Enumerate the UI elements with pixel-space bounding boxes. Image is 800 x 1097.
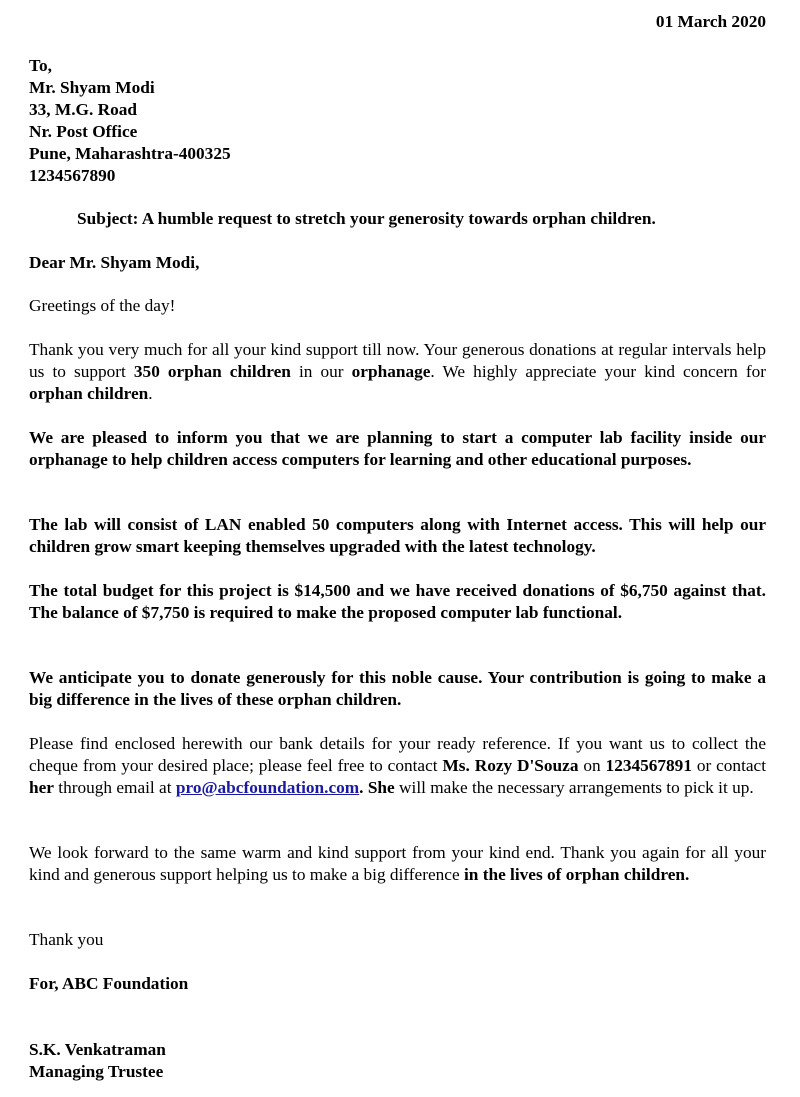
emphasis: orphanage [351, 362, 431, 381]
recipient-phone: 1234567890 [29, 166, 116, 185]
text: will make the necessary arrangements to pick it up. [394, 778, 754, 797]
recipient-landmark: Nr. Post Office [29, 122, 138, 141]
text: . We highly appreciate your kind concern for [430, 362, 766, 381]
emphasis: . She [359, 778, 395, 797]
text: or contact [691, 756, 767, 775]
greeting-paragraph: Greetings of the day! [29, 296, 176, 315]
letter-subject: Subject: A humble request to stretch your generosity towards orphan children. [77, 209, 656, 228]
emphasis: her [29, 778, 54, 797]
closing-thank-you: Thank you [29, 930, 104, 949]
closing-paragraph [29, 842, 766, 886]
recipient-street: 33, M.G. Road [29, 100, 138, 119]
email-link[interactable]: pro@abcfoundation.com [175, 778, 360, 797]
salutation: Dear Mr. Shyam Modi, [29, 253, 200, 272]
address-to: To, [29, 56, 52, 75]
text: We look forward to the same warm and kind support from your kind end. Thank you again for all your kind and generous support helping us to make a big difference [29, 843, 766, 884]
signer-title: Managing Trustee [29, 1062, 164, 1081]
contact-name: Ms. Rozy D'Souza [442, 756, 579, 775]
contact-phone: 1234567891 [605, 756, 692, 775]
letter-date: 01 March 2020 [655, 12, 766, 31]
text: Thank you very much for all your kind support till now. Your generous donations at regular intervals help us to support [29, 340, 766, 381]
emphasis: orphan children [29, 384, 149, 403]
budget-paragraph: The total budget for this project is $14,500 and we have received donations of $6,750 against that. The balance of $7,750 is required to make the proposed computer lab functional. [29, 581, 766, 622]
emphasis: in the lives of orphan children. [463, 865, 690, 884]
appeal-paragraph: We anticipate you to donate generously for this noble cause. Your contribution is going to make a big difference in the lives of these orphan children. [29, 668, 766, 709]
contact-paragraph [29, 733, 766, 799]
signature-block [29, 1039, 166, 1083]
recipient-city: Pune, Maharashtra-400325 [29, 144, 231, 163]
recipient-name: Mr. Shyam Modi [29, 78, 155, 97]
recipient-address [29, 55, 231, 187]
signer-name: S.K. Venkatraman [29, 1040, 166, 1059]
text: in our [290, 362, 352, 381]
text: through email at [53, 778, 176, 797]
text: . [148, 384, 153, 403]
text: on [578, 756, 606, 775]
emphasis: 350 orphan children [133, 362, 291, 381]
lab-plan-paragraph: We are pleased to inform you that we are planning to start a computer lab facility inside our orphanage to help children access computers for learning and other educational purposes. [29, 428, 766, 469]
text: Please find enclosed herewith our bank details for your ready reference. If you want us to collect the cheque from your desired place; please feel free to contact [29, 734, 766, 775]
lab-details-paragraph: The lab will consist of LAN enabled 50 computers along with Internet access. This will help our children grow smart keeping themselves upgraded with the latest technology. [29, 515, 766, 556]
thanks-paragraph [29, 339, 766, 405]
organization-line: For, ABC Foundation [29, 974, 189, 993]
